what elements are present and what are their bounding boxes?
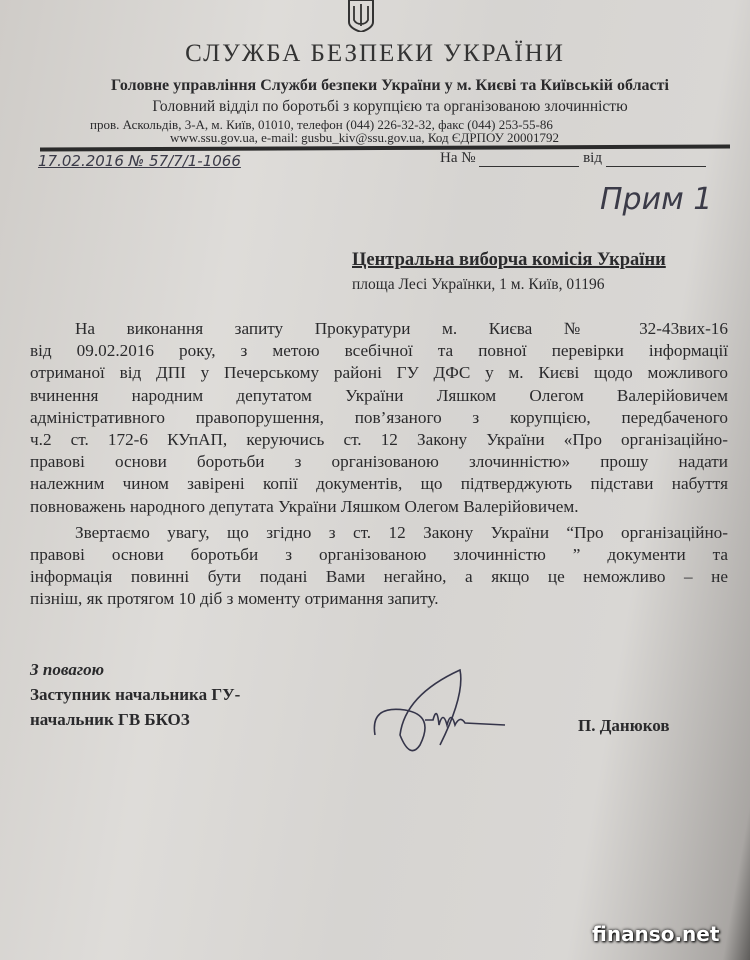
body-line: пізніш, як протягом 10 діб з моменту отримання запиту. [30,589,439,609]
org-title: СЛУЖБА БЕЗПЕКИ УКРАЇНИ [185,40,565,67]
signer-position-2: начальник ГВ БКОЗ [30,710,190,729]
body-line: отриманої від ДПІ у Печерському районі ГУ ДФС у м. Києві щодо можливого [30,363,728,383]
signer-name: П. Данюков [578,716,670,735]
body-line: правові основи боротьби з організованою злочинністю» прошу надати [30,452,728,472]
body-line: інформація повинні бути подані Вами негайно, а якщо це неможливо – не [30,567,728,587]
watermark: finanso.net [592,922,720,946]
body-line: правові основи боротьби з організованою злочинністю ” документи та [30,545,728,565]
handwritten-signature [365,665,515,765]
trident-emblem-icon [346,0,376,32]
body-line: ч.2 ст. 172-6 КУпАП, керуючись ст. 12 Закону України «Про організаційно- [30,430,728,450]
body-line: належним чином завірені копії документів, що підтверджують підстави набуття [30,474,728,494]
body-line: вчинення народним депутатом України Ляшком Олегом Валерійовичем [30,385,728,405]
vid-blank [606,152,706,167]
body-line: від 09.02.2016 року, з метою всебічної та повної перевірки інформації [30,341,728,361]
closing: З повагою [30,660,105,679]
outgoing-date-number: 17.02.2016 № 57/7/1-1066 [38,152,241,170]
department-name: Головне управління Служби безпеки України у м. Києві та Київській області [111,77,669,94]
na-label: На № [440,150,476,166]
division-name: Головний відділ по боротьбі з корупцією та організованою злочинністю [152,98,628,115]
incoming-reference [440,150,706,167]
body-line: На виконання запиту Прокуратури м. Києва № 32-43вих-16 [75,319,728,338]
signer-position-1: Заступник начальника ГУ- [30,685,241,704]
recipient-address: площа Лесі Українки, 1 м. Київ, 01196 [352,276,605,293]
body-line: Звертаємо увагу, що згідно з ст. 12 Закону України “Про організаційно- [75,522,728,542]
na-blank [479,152,579,167]
body-line: адміністративного правопорушення, пов’язаного з корупцією, передбаченого [30,407,728,427]
handwritten-note: Прим 1 [600,182,713,217]
vid-label: від [583,150,602,166]
letter-body [30,318,728,611]
contact-address: пров. Аскольдів, 3-А, м. Київ, 01010, телефон (044) 226-32-32, факс (044) 253-55-86 [90,117,553,132]
body-line: повноважень народного депутата України Ляшком Олегом Валерійовичем. [30,496,579,516]
recipient-name: Центральна виборча комісія України [352,250,666,270]
contact-web: www.ssu.gov.ua, e-mail: gusbu_kiv@ssu.gov.ua, Код ЄДРПОУ 20001792 [170,130,560,145]
